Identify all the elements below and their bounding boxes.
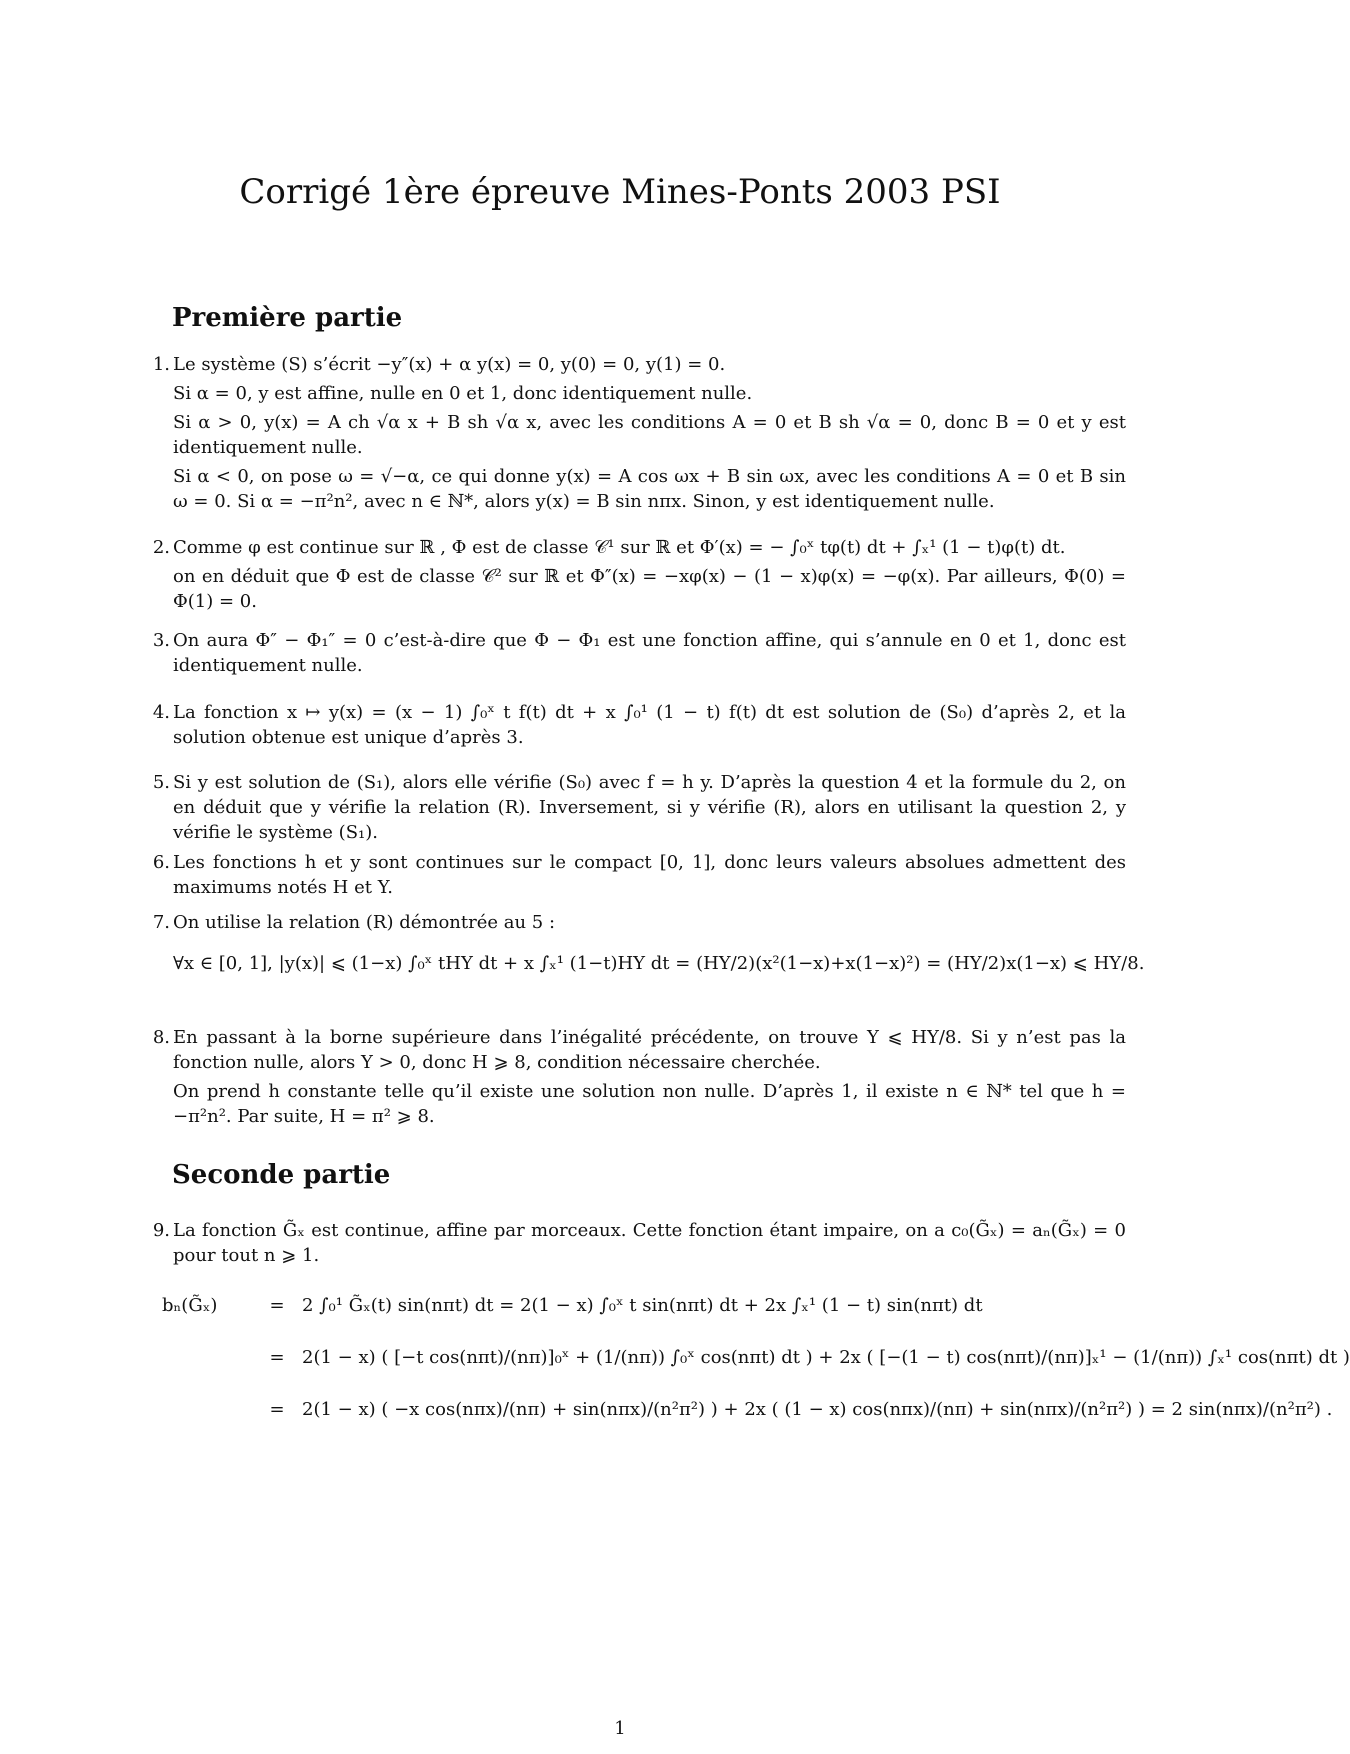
paragraph: La fonction G̃ₓ est continue, affine par morceaux. Cette fonction étant impaire, on a c₀(G̃ₓ) = aₙ(G̃ₓ) = 0 pour tout n ⩾ 1.	[173, 1220, 1126, 1266]
paragraph: En passant à la borne supérieure dans l’inégalité précédente, on trouve Y ⩽ HY/8. Si y n’est pas la fonction nulle, alors Y > 0, donc H ⩾ 8, condition nécessaire cherchée.	[173, 1027, 1126, 1073]
question-number: 3.	[152, 630, 170, 651]
paragraph: on en déduit que Φ est de classe 𝒞² sur ℝ et Φ″(x) = −xφ(x) − (1 − x)φ(x) = −φ(x). Par ailleurs, Φ(0) = Φ(1) = 0.	[173, 566, 1126, 612]
equation-row	[162, 1384, 1350, 1436]
paragraph: Comme φ est continue sur ℝ , Φ est de classe 𝒞¹ sur ℝ et Φ′(x) = − ∫₀ˣ tφ(t) dt + ∫ₓ¹ (1 − t)φ(t) dt.	[173, 537, 1066, 558]
equation-relation: =	[269, 1347, 285, 1368]
question-number: 1.	[152, 354, 170, 375]
page-title: Corrigé 1ère épreuve Mines-Ponts 2003 PSI	[239, 172, 1001, 212]
paragraph: On aura Φ″ − Φ₁″ = 0 c’est-à-dire que Φ − Φ₁ est une fonction affine, qui s’annule en 0 et 1, donc est identiquement nulle.	[173, 630, 1126, 676]
paragraph: On utilise la relation (R) démontrée au 5 :	[173, 912, 556, 933]
question-4	[146, 700, 1126, 754]
question-number: 6.	[152, 852, 170, 873]
equation-rhs: 2(1 − x) ( [−t cos(nπt)/(nπ)]₀ˣ + (1/(nπ)) ∫₀ˣ cos(nπt) dt ) + 2x ( [−(1 − t) cos(nπt)/(nπ)]ₓ¹ − (1/(nπ)) ∫ₓ¹ cos(nπt) dt )	[302, 1347, 1350, 1368]
equation-relation: =	[269, 1295, 285, 1316]
question-2	[146, 535, 1126, 618]
question-number: 4.	[152, 702, 170, 723]
question-number: 2.	[152, 537, 170, 558]
question-3	[146, 628, 1126, 682]
paragraph: Si α = 0, y est affine, nulle en 0 et 1, donc identiquement nulle.	[173, 383, 753, 404]
equation-row	[162, 1332, 1350, 1384]
fourier-coefficient-equation	[162, 1280, 1350, 1436]
section-title-part2: Seconde partie	[172, 1160, 391, 1190]
question-6	[146, 850, 1126, 904]
paragraph: Les fonctions h et y sont continues sur le compact [0, 1], donc leurs valeurs absolues admettent des maximums notés H et Y.	[173, 852, 1126, 898]
question-number: 9.	[152, 1220, 170, 1241]
page-number: 1	[614, 1718, 626, 1739]
paragraph: Si α > 0, y(x) = A ch √α x + B sh √α x, avec les conditions A = 0 et B sh √α = 0, donc B = 0 et y est identiquement nulle.	[173, 412, 1126, 458]
question-8	[146, 1025, 1126, 1133]
equation-lhs: bₙ(G̃ₓ)	[162, 1295, 218, 1316]
paragraph: La fonction x ↦ y(x) = (x − 1) ∫₀ˣ t f(t) dt + x ∫₀¹ (1 − t) f(t) dt est solution de (S₀) d’après 2, et la solution obtenue est unique d’après 3.	[173, 702, 1126, 748]
equation-relation: =	[269, 1399, 285, 1420]
inequality-equation: ∀x ∈ [0, 1], |y(x)| ⩽ (1−x) ∫₀ˣ tHY dt + x ∫ₓ¹ (1−t)HY dt = (HY/2)(x²(1−x)+x(1−x)²) = (HY/2)x(1−x) ⩽ HY/8.	[173, 953, 1145, 974]
question-number: 8.	[152, 1027, 170, 1048]
question-number: 5.	[152, 772, 170, 793]
section-title-part1: Première partie	[172, 303, 403, 333]
paragraph: Si y est solution de (S₁), alors elle vérifie (S₀) avec f = h y. D’après la question 4 et la formule du 2, on en déduit que y vérifie la relation (R). Inversement, si y vérifie (R), alors en utilisant la question 2, y vérifie le système (S₁).	[173, 772, 1126, 843]
question-9	[146, 1218, 1126, 1272]
equation-row	[162, 1280, 1350, 1332]
question-7	[146, 910, 1145, 994]
paragraph: Le système (S) s’écrit −y″(x) + α y(x) = 0, y(0) = 0, y(1) = 0.	[173, 354, 726, 375]
paragraph: On prend h constante telle qu’il existe une solution non nulle. D’après 1, il existe n ∈ ℕ* tel que h = −π²n². Par suite, H = π² ⩾ 8.	[173, 1081, 1126, 1127]
question-5	[146, 770, 1126, 849]
question-1	[146, 352, 1126, 518]
question-number: 7.	[152, 912, 170, 933]
paragraph: Si α < 0, on pose ω = √−α, ce qui donne y(x) = A cos ωx + B sin ωx, avec les conditions A = 0 et B sin ω = 0. Si α = −π²n², avec n ∈ ℕ*, alors y(x) = B sin nπx. Sinon, y est identiquement nulle.	[173, 466, 1126, 512]
equation-rhs: 2(1 − x) ( −x cos(nπx)/(nπ) + sin(nπx)/(n²π²) ) + 2x ( (1 − x) cos(nπx)/(nπ) + sin(nπx)/(n²π²) ) = 2 sin(nπx)/(n²π²) .	[302, 1399, 1333, 1420]
equation-rhs: 2 ∫₀¹ G̃ₓ(t) sin(nπt) dt = 2(1 − x) ∫₀ˣ t sin(nπt) dt + 2x ∫ₓ¹ (1 − t) sin(nπt) dt	[302, 1295, 983, 1316]
